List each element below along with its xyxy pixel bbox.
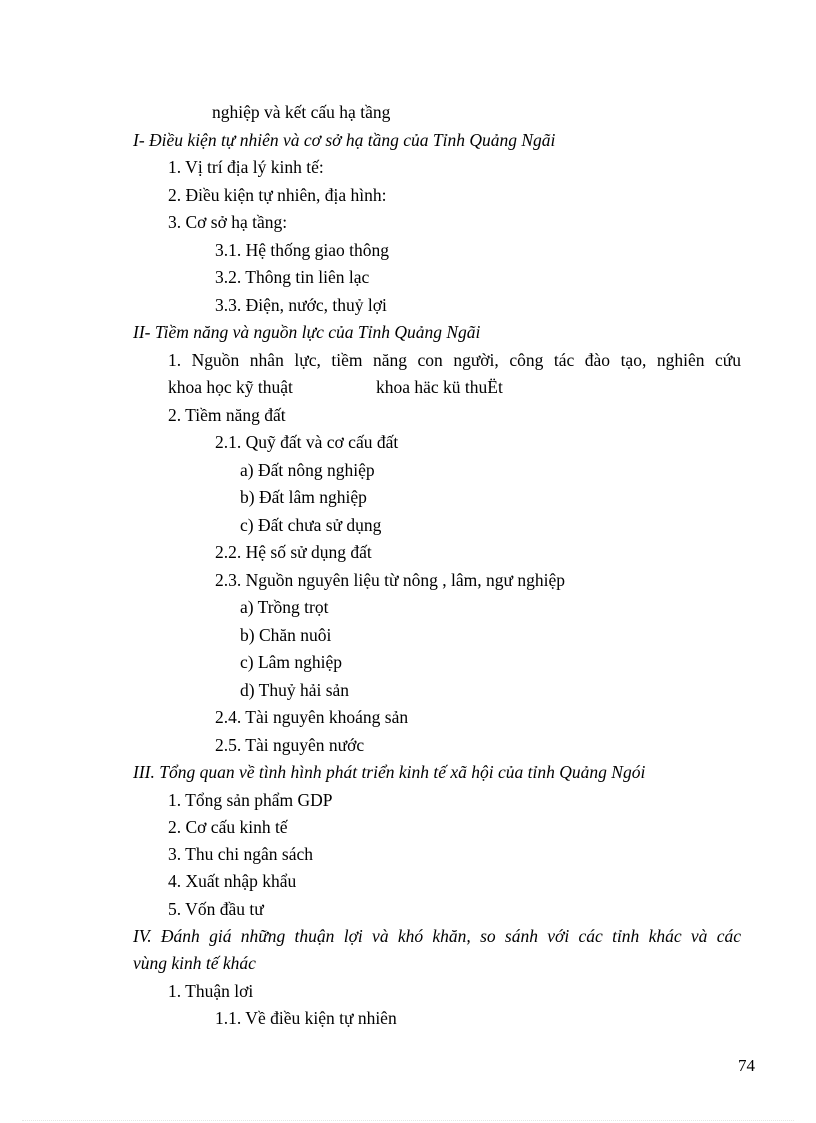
toc-subitem: 2.3. Nguồn nguyên liệu từ nông , lâm, ngư nghiệp [215, 570, 565, 590]
toc-section-heading: III. Tổng quan về tình hình phát triển kinh tế xã hội của tỉnh Quảng Ngói [133, 762, 646, 782]
toc-item: 2. Điều kiện tự nhiên, địa hình: [168, 185, 387, 205]
toc-item: 3. Cơ sở hạ tầng: [168, 212, 288, 232]
toc-item: 1. Vị trí địa lý kinh tế: [168, 157, 324, 177]
footer-divider [22, 1120, 794, 1121]
toc-section-heading: IV. Đánh giá những thuận lợi và khó khăn, so sánh với các tỉnh khác và các [133, 926, 741, 946]
toc-subitem: 2.4. Tài nguyên khoáng sản [215, 707, 409, 727]
toc-item: 1. Nguồn nhân lực, tiềm năng con người, công tác đào tạo, nghiên cứu [168, 350, 741, 370]
toc-subsubitem: c) Đất chưa sử dụng [240, 515, 382, 535]
toc-subitem: 2.2. Hệ số sử dụng đất [215, 542, 372, 562]
toc-item: 4. Xuất nhập khẩu [168, 871, 297, 891]
toc-item: 5. Vốn đầu tư [168, 899, 264, 919]
toc-item: 2. Tiềm năng đất [168, 405, 286, 425]
toc-item-continuation: khoa học kỹ thuật [168, 377, 293, 397]
toc-subsubitem: b) Đất lâm nghiệp [240, 487, 367, 507]
toc-section-heading: II- Tiềm năng và nguồn lực của Tỉnh Quảng Ngãi [133, 322, 481, 342]
toc-subitem: 1.1. Về điều kiện tự nhiên [215, 1008, 397, 1028]
toc-subitem: 3.3. Điện, nước, thuỷ lợi [215, 295, 387, 315]
toc-subitem: 3.2. Thông tin liên lạc [215, 267, 370, 287]
toc-section-heading: I- Điều kiện tự nhiên và cơ sở hạ tầng của Tỉnh Quảng Ngãi [133, 130, 556, 150]
toc-section-heading-continuation: vùng kinh tế khác [133, 953, 256, 973]
toc-subitem: 2.5. Tài nguyên nước [215, 735, 365, 755]
toc-subsubitem: c) Lâm nghiệp [240, 652, 343, 672]
toc-subsubitem: a) Trồng trọt [240, 597, 329, 617]
toc-subsubitem: d) Thuỷ hải sản [240, 680, 350, 700]
toc-continuation: nghiệp và kết cấu hạ tầng [212, 102, 391, 122]
toc-item: 2. Cơ cấu kinh tế [168, 817, 288, 837]
toc-item: 3. Thu chi ngân sách [168, 844, 313, 864]
toc-item: 1. Thuận lơi [168, 981, 254, 1001]
page-number: 74 [738, 1056, 755, 1075]
toc-subitem: 2.1. Quỹ đất và cơ cấu đất [215, 432, 399, 452]
toc-subsubitem: b) Chăn nuôi [240, 625, 332, 645]
garbled-text: khoa häc kü thuËt [376, 377, 503, 397]
toc-subsubitem: a) Đất nông nghiệp [240, 460, 375, 480]
toc-subitem: 3.1. Hệ thống giao thông [215, 240, 390, 260]
toc-item: 1. Tổng sản phẩm GDP [168, 790, 333, 810]
